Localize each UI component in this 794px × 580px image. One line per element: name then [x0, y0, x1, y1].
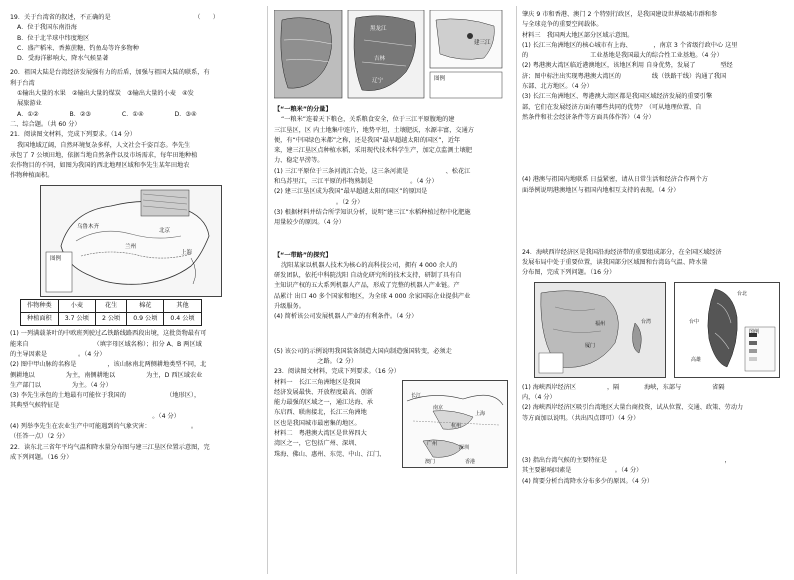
map-label-shenzhen: 深圳 — [459, 444, 470, 451]
q21-sub-line: 。（4 分） — [10, 412, 180, 420]
northeast-maps — [274, 10, 504, 105]
q20-stem-1: 20．祖国大陆是台湾经济发展强有力的后盾，加强与祖国大陆的联系，有 — [10, 69, 210, 77]
taiwan-climate-map — [674, 282, 780, 378]
q21-sub-line: (2) 图中甲山脉的名称是 ，该山脉南北两侧耕地类型不同，北 — [10, 361, 207, 369]
q23-continued: 与全球竞争的重要空间载体。 — [522, 21, 603, 29]
q24-stem: 分布图，完成下列问题。（16 分） — [522, 269, 616, 277]
table-row-label: 种植面积 — [21, 313, 59, 326]
robot-para: 沈阳某家以机器人技术为核心的高科技公司，拥有 4 000 余人的 — [281, 261, 458, 269]
q23-sub: (1) 长江三角洲地区的核心城市有上海、 ，南京 3 个省级行政中心 这里 — [522, 41, 738, 49]
map-label-fuzhou: 福州 — [595, 320, 606, 327]
robot-sub: (4) 简析该公司发展机器人产业的有利条件。（4 分） — [274, 313, 418, 321]
q23-sub: 的 工业基地是我国最大的综合性工业基地。（4 分） — [522, 52, 723, 60]
column-middle — [274, 0, 510, 580]
granary-sub: 和乌苏里江，三江平原的作物熟制是 。（4 分） — [274, 178, 438, 186]
q21-para-3: 农作物目的不同，如图为我国的西北地理区域和李先生某年田地农 — [10, 162, 190, 170]
q19-stem: 19．关于台湾省的叙述，不正确的是 （ ） — [10, 14, 219, 21]
q24-sub: (1) 海峡西岸经济区 ，隔 海峡，东部与 省隔 — [522, 383, 725, 391]
column-left — [10, 0, 262, 580]
map-legend-title: 图例 — [50, 255, 62, 262]
q23-text: 湾区之一，它包括广州、深圳、 — [274, 440, 361, 448]
granary-para: 便，有“中国绿色米都”之称，还是我国“最早超越太阳的国区”，近年 — [274, 136, 461, 144]
granary-sub: (3) 根据材料并结合所学知识分析，说明“建三江”水稻种植过程中化肥施 — [274, 208, 471, 216]
q23-sub: (2) 粤港澳大湾区临近港澳地区，该地区利用 自身优势，发展了 型经 — [522, 62, 733, 70]
q21-para-2: 承包了 7 公顷田地，依据当地自然条件以及市场需求，每年田地种植 — [10, 151, 198, 159]
q19-option-a: A．位于我国东南沿海 — [17, 24, 77, 32]
q24-sub: (4) 简要分析台湾降水分布多少的原因。（4 分） — [522, 477, 654, 485]
map-label-taichung: 台中 — [689, 318, 700, 325]
fig-legend-title: 图例 — [434, 76, 446, 82]
q20-items-2: 展旅游业 — [17, 100, 42, 108]
map-label-shanghai: 上海 — [181, 249, 193, 256]
table-cell: 2 公顷 — [95, 313, 126, 326]
table-header-wheat: 小麦 — [58, 299, 95, 312]
q20-items-1: ①输出大量的水果 ②输出大量的煤炭 ③输出大量的小麦 ④发 — [17, 90, 194, 98]
delta-region-map — [402, 380, 508, 468]
map-label-macau: 澳门 — [425, 458, 436, 465]
q23-text: 材料二 粤港澳大湾区是世界四大 — [274, 430, 367, 438]
q21-sub-line: 生产部门以 为主。（4 分） — [10, 381, 112, 389]
granary-sub: 用量较少的原因。（4 分） — [274, 219, 345, 227]
column-divider — [516, 6, 517, 574]
q23-text: 珠海、佛山、惠州、东莞、中山、江门、 — [274, 450, 386, 458]
q23-sub: 东部、北方地区。（4 分） — [522, 83, 593, 91]
table-header-crop: 作物种类 — [21, 299, 59, 312]
robot-para: 主知识产权的五大系列机器人产品，形成了完整的机器人产业链。产 — [274, 282, 460, 290]
q23-sub: 面举例说明港澳地区与祖国内地相互支持的表现。（4 分） — [522, 186, 680, 194]
fig-label-jilin: 吉林 — [374, 56, 386, 62]
fig-label-liaoning: 辽宁 — [372, 78, 384, 84]
table-cell: 3.7 公顷 — [58, 313, 95, 326]
west-strait-drawing — [535, 283, 665, 377]
map-label-kaohsiung: 高雄 — [691, 356, 702, 363]
q21-sub-line: 其典型气候特征是 — [10, 402, 202, 410]
china-outline-map — [41, 186, 221, 296]
q23-block — [274, 378, 510, 468]
granary-para: 来，建三江垦区点种植水稻，采用现代技术科学生产，加定点监测土壤肥 — [274, 147, 472, 155]
map-label-xiamen: 厦门 — [585, 342, 596, 349]
map-label-beijing: 北京 — [159, 227, 171, 234]
q21-stem: 21．阅读图文材料，完成下列要求。（14 分） — [10, 131, 136, 139]
table-cell: 0.9 公顷 — [127, 313, 164, 326]
q21-sub-line: (4) 列举李先生在农业生产中可能遇到的气象灾害： 。 — [10, 423, 198, 431]
column-divider — [267, 6, 268, 574]
q21-sub-line: 的主导因素是 。（4 分） — [10, 350, 106, 358]
robot-para: 升级服务。 — [274, 303, 305, 311]
map-label-guangzhou: 广州 — [427, 440, 438, 447]
robot-sub: 之路。（2 分） — [274, 357, 358, 365]
china-region-map — [40, 185, 222, 297]
q23-sub: 然条件和社会经济条件等方面具体作答）（4 分） — [522, 113, 655, 121]
crop-area-table — [20, 299, 202, 327]
q21-para-4: 作物种植面积。 — [10, 172, 54, 180]
q24-maps — [522, 282, 786, 380]
q20-stem-2: 利于台湾 — [10, 79, 35, 87]
q24-stem: 24．海峡西岸经济区是我国沿海经济带的重要组成部分，在全国区域经济 — [522, 248, 722, 256]
q23-text: 区也是我国城市最密集的地区。 — [274, 419, 361, 427]
q21-sub-line: (1) 一列满载茶叶的中欧班列驶过乙铁路线路西段出境，这批货物最有可 — [10, 330, 207, 338]
map-legend-title: 图例 — [749, 328, 760, 335]
table-header-other: 其他 — [164, 299, 201, 312]
q23-sub: (3) 长江三角洲地区、粤港澳大湾区都是我国区域经济发展的重要引擎 — [522, 93, 713, 101]
q21-sub-line: (3) 李先生承包的土地最有可能位于我国的 （地形区）， — [10, 392, 201, 400]
column-right — [522, 0, 786, 580]
granary-sub: (2) 建三江垦区成为我国“最早超越太阳的国区”的原因是 — [274, 188, 465, 196]
map-label-hongkong: 香港 — [465, 458, 476, 465]
west-strait-map — [534, 282, 666, 378]
q23-sub: (4) 港澳与祖国内地联系 日益紧密，请从日常生活和经济合作两个方 — [522, 176, 708, 184]
q19-option-c: C．盛产稻米、香蕉蔗糖、钓鱼岛等许多物种 — [17, 44, 139, 52]
q23-stem: 23．阅读图文材料，完成下列要求。（16 分） — [274, 368, 400, 376]
section-heading: 二、综合题。（共 60 分） — [10, 120, 81, 128]
granary-sub: (1) 三江平原位于三条河流汇合处，这三条河流是 、松花江 — [274, 167, 471, 175]
granary-heading: 【“一粮米”的分量】 — [274, 106, 332, 113]
q24-sub: 等方面加以说明。（共出四点即可）（4 分） — [522, 414, 640, 422]
granary-para: “一粮米”连着天下粮仓，关系粮食安全，位于三江平原腹地的建 — [281, 116, 455, 124]
q23-text: 材料一 长江三角洲地区是我国 — [274, 378, 361, 386]
q24-sub: 内，（4 分） — [522, 394, 556, 402]
q23-text: 东启西、联南接北，长江三角洲地 — [274, 409, 367, 417]
map-label-yangtze: 长江 — [411, 392, 422, 399]
q24-sub: 其主要影响因素是 。（4 分） — [522, 467, 643, 475]
q22-stem-1: 22．读东北三省年平均气温和降水量分布图与建三江垦区位置示意图，完 — [10, 443, 210, 451]
map-label-nanjing: 南京 — [433, 404, 444, 411]
map-label-urumqi: 乌鲁木齐 — [77, 223, 100, 230]
q23-continued: 肇庆 9 市和香港、澳门 2 个特别行政区，是我国建设世界级城市群和参 — [522, 11, 718, 18]
q21-sub-line: （任答一点）（2 分） — [10, 433, 69, 441]
robot-para: 研发团队，依托中科院沈阳 自动化研究所的技术支持，研制了具有自 — [274, 272, 462, 280]
map-label-lanzhou: 兰州 — [125, 243, 137, 250]
table-cell: 0.4 公顷 — [164, 313, 201, 326]
granary-para: 三江垦区，区 内土地集中连片，地势平坦，土壤肥沃，水源丰富，交通方 — [274, 126, 474, 134]
map-label-shanghai: 上海 — [475, 410, 486, 417]
robot-heading: 【“一带路”的探究】 — [274, 251, 332, 259]
q19-option-d: D．受海洋影响大，降水气候显著 — [17, 55, 109, 63]
northeast-climate-map — [274, 10, 504, 105]
robot-sub: (5) 该公司的示例说明我国装备制造大国向制造强国转变，必须走 — [274, 347, 452, 355]
q24-stem: 发展布局中处于重要位置，读我国部分区域图和台湾岛气温、降水量 — [522, 259, 708, 267]
q23-continued: 材料三 我国两大地区部分区域示意图。 — [522, 31, 634, 39]
q23-sub: 部，它们在发展经济方面有哪些共同的优势？（可从地理位置、自 — [522, 103, 702, 111]
table-header-peanut: 花生 — [95, 299, 126, 312]
q24-sub: (3) 指出台湾气候的主要特征是 ， — [522, 456, 731, 464]
q21-sub-line: 能来自 （填字母区域名称）；扣分 A、B 两区域 — [10, 340, 202, 348]
fig-label-jiansanjiang: 建三江 — [474, 40, 491, 46]
q21-para-1: 我国地域辽阔，自然环境复杂多样，人文社会千姿百态。李先生 — [17, 141, 191, 149]
q19-option-b: B．位于北半球中纬度地区 — [17, 34, 90, 42]
q23-text: 经济发展最快、开放程度最高、创新 — [274, 388, 373, 396]
q20-choices: A．①② B．②③ C．①④ D．③④ — [17, 110, 197, 118]
map-label-taiwan: 台湾 — [641, 318, 652, 325]
q23-sub: 济；图中标注出实现粤港澳大湾区的 线（铁路干线）沟通了我国 — [522, 72, 727, 80]
table-header-cotton: 棉花 — [127, 299, 164, 312]
q22-stem-2: 成下列问题。（16 分） — [10, 453, 73, 461]
q21-sub-line: 侧耕地以 为主，南侧耕地以 为主，D 西区域农业 — [10, 371, 203, 379]
map-label-hangzhou: 杭州 — [451, 422, 462, 429]
granary-sub: 。（2 分） — [274, 198, 364, 206]
fig-label-heilongjiang: 黑龙江 — [370, 26, 387, 32]
q24-sub: (2) 海峡西岸经济区吸引台湾地区大量台商投资，试从位置、交通、政策、劳动力 — [522, 404, 744, 412]
granary-para: 力、稳定旱涝等。 — [274, 157, 324, 165]
q23-text: 能力最强的区域之一，通江达海、承 — [274, 399, 373, 407]
robot-para: 品累计 出口 40 多个国家和地区，为全球 4 000 余家国际企业提供产业 — [274, 292, 471, 300]
map-label-taipei: 台北 — [737, 290, 748, 297]
